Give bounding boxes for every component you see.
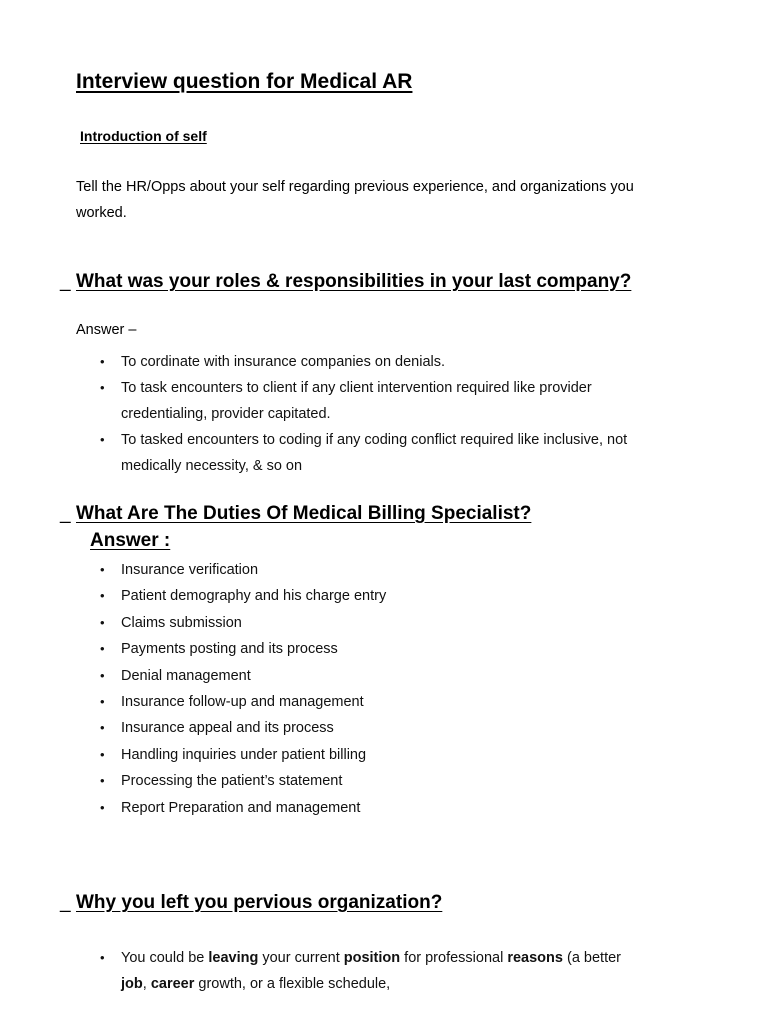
bullet-icon: •	[100, 667, 105, 683]
list-item	[76, 795, 636, 821]
list-item-text: You could be leaving your current position for professional reasons (a better job, career growth, or a flexible schedule,	[121, 950, 621, 992]
bullet-icon: •	[100, 950, 105, 965]
list-item-text: To cordinate with insurance companies on denials.	[121, 354, 446, 370]
bullet-icon: •	[100, 694, 105, 710]
list-item	[76, 427, 676, 479]
answer-2-list	[76, 557, 636, 821]
list-item-text: Patient demography and his charge entry	[121, 588, 387, 605]
answer-1-list	[76, 349, 676, 479]
answer-2-label: Answer :	[90, 530, 171, 551]
question-3-text: Why you left you pervious organization?	[76, 892, 443, 913]
list-item-text: Insurance follow-up and management	[121, 694, 364, 711]
list-item	[76, 349, 676, 375]
intro-paragraph: Tell the HR/Opps about your self regarding previous experience, and organizations you worked.	[76, 179, 634, 221]
question-dash: _	[60, 271, 71, 292]
question-dash: _	[60, 892, 71, 913]
list-item	[76, 663, 636, 689]
list-item-text: Report Preparation and management	[121, 799, 361, 816]
list-item-text: Insurance verification	[121, 562, 259, 578]
list-item-text: Denial management	[121, 667, 251, 684]
list-item-text: To task encounters to client if any client intervention required like provider credentialing, provider capitated.	[121, 380, 592, 422]
intro-heading: Introduction of self	[80, 128, 207, 144]
answer-1-label: Answer –	[76, 322, 137, 338]
list-item	[76, 583, 636, 609]
bullet-icon: •	[100, 746, 105, 762]
list-item	[76, 715, 636, 741]
answer-3-list	[76, 945, 636, 997]
bullet-icon: •	[100, 588, 105, 604]
bullet-icon: •	[100, 614, 105, 630]
list-item-text: To tasked encounters to coding if any coding conflict required like inclusive, not medically necessity, & so on	[121, 432, 628, 474]
list-item-text: Claims submission	[121, 614, 242, 631]
bullet-icon: •	[100, 380, 105, 395]
question-2	[60, 502, 531, 526]
list-item	[76, 768, 636, 794]
document-title: Interview question for Medical AR	[76, 70, 413, 93]
list-item	[76, 375, 676, 427]
list-item	[76, 636, 636, 662]
bullet-icon: •	[100, 354, 105, 369]
list-item	[76, 557, 636, 583]
bullet-icon: •	[100, 562, 105, 577]
bullet-icon: •	[100, 720, 105, 736]
bullet-icon: •	[100, 773, 105, 789]
bullet-icon: •	[100, 799, 105, 815]
list-item-text: Handling inquiries under patient billing	[121, 746, 367, 763]
question-1-text: What was your roles & responsibilities in your last company?	[76, 271, 632, 292]
list-item-text: Processing the patient’s statement	[121, 773, 343, 790]
question-1	[60, 270, 631, 294]
list-item	[76, 610, 636, 636]
list-item	[76, 689, 636, 715]
list-item	[76, 742, 636, 768]
question-2-text: What Are The Duties Of Medical Billing Specialist?	[76, 503, 532, 524]
list-item-text: Payments posting and its process	[121, 641, 338, 658]
bullet-icon: •	[100, 432, 105, 447]
question-3	[60, 891, 442, 915]
list-item-text: Insurance appeal and its process	[121, 720, 334, 737]
list-item	[76, 945, 636, 997]
bullet-icon: •	[100, 641, 105, 657]
question-dash: _	[60, 503, 71, 524]
